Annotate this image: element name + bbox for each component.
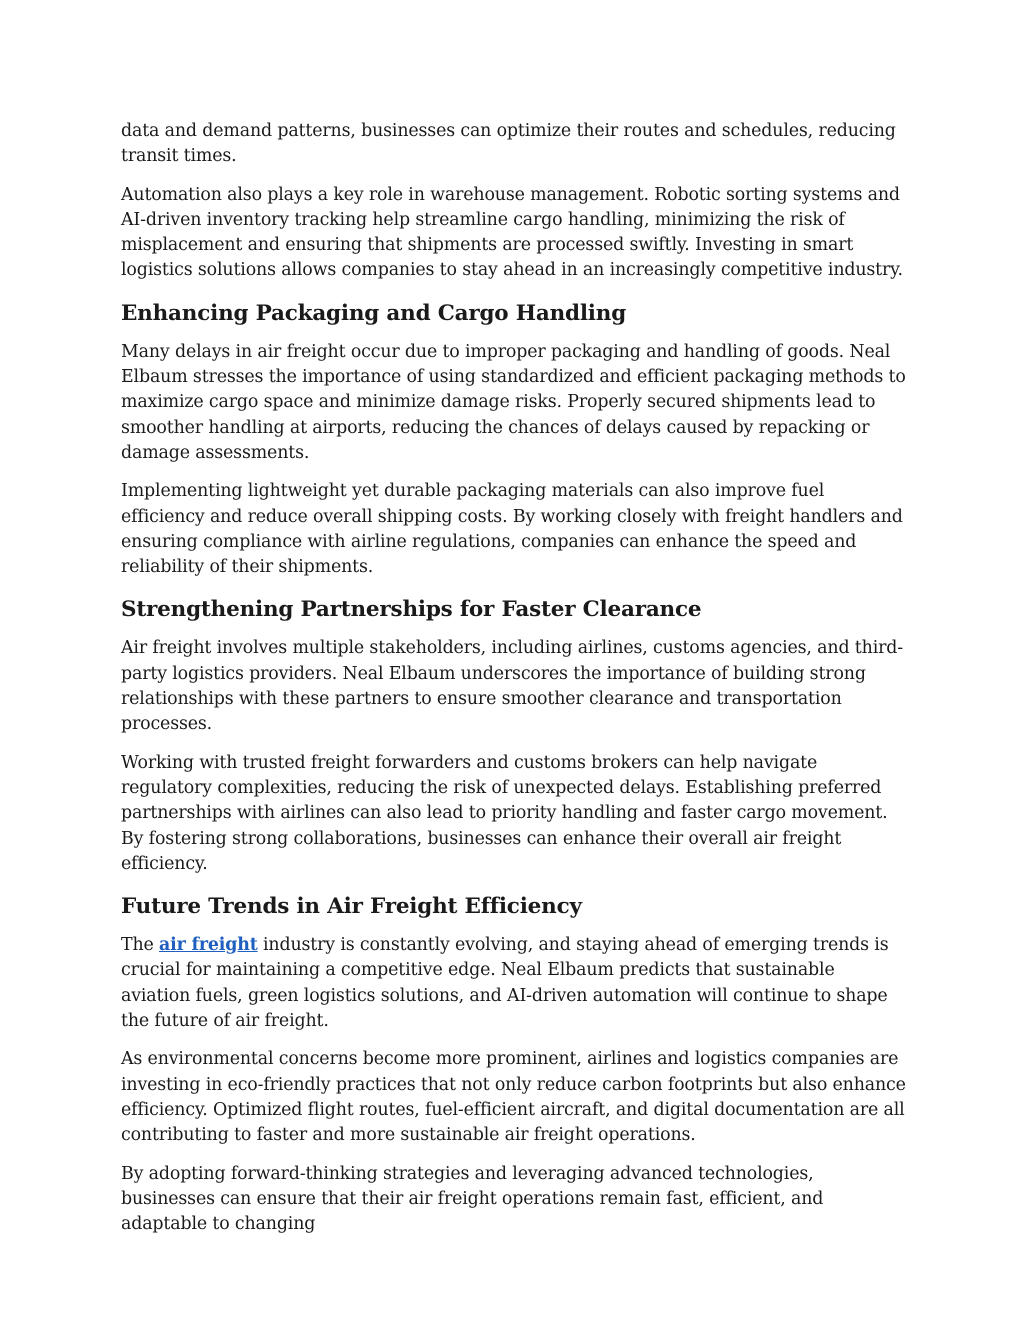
heading-partnerships: Strengthening Partnerships for Faster Clearance <box>121 597 702 623</box>
paragraph-intro-continued: data and demand patterns, businesses can optimize their routes and schedules, reducing transit times. <box>121 121 896 167</box>
paragraph-packaging-2: Implementing lightweight yet durable packaging materials can also improve fuel efficiency and reduce overall shipping costs. By working closely with freight handlers and ensuring compliance with airline regulations, companies can enhance the speed and reliability of their shipments. <box>121 481 903 578</box>
heading-trends: Future Trends in Air Freight Efficiency <box>121 894 582 920</box>
paragraph-trends-1 <box>121 933 907 1034</box>
paragraph-trends-2: As environmental concerns become more prominent, airlines and logistics companies are investing in eco-friendly practices that not only reduce carbon footprints but also enhance efficiency. Optimized flight routes, fuel-efficient aircraft, and digital documentation are all contributing to faster and more sustainable air freight operations. <box>121 1049 906 1146</box>
document-page <box>121 119 907 1250</box>
paragraph-partnerships-1: Air freight involves multiple stakeholders, including airlines, customs agencies, and third-party logistics providers. Neal Elbaum underscores the importance of building strong relationships with these partners to ensure smoother clearance and transportation processes. <box>121 638 903 735</box>
heading-packaging: Enhancing Packaging and Cargo Handling <box>121 300 627 326</box>
paragraph-closing: By adopting forward-thinking strategies and leveraging advanced technologies, businesses can ensure that their air freight operations remain fast, efficient, and adaptable to changing <box>121 1163 824 1235</box>
trends-text-post: industry is constantly evolving, and staying ahead of emerging trends is crucial for maintaining a competitive edge. Neal Elbaum predicts that sustainable aviation fuels, green logistics solutions, and AI-driven automation will continue to shape the future of air freight. <box>121 935 889 1032</box>
paragraph-packaging-1: Many delays in air freight occur due to improper packaging and handling of goods. Neal Elbaum stresses the importance of using standardized and efficient packaging methods to maximize cargo space and minimize damage risks. Properly secured shipments lead to smoother handling at airports, reducing the chances of delays caused by repacking or damage assessments. <box>121 341 906 463</box>
air-freight-link[interactable]: air freight <box>159 935 258 956</box>
paragraph-partnerships-2: Working with trusted freight forwarders and customs brokers can help navigate regulatory complexities, reducing the risk of unexpected delays. Establishing preferred partnerships with airlines can also lead to priority handling and faster cargo movement. By fostering strong collaborations, businesses can enhance their overall air freight efficiency. <box>121 752 888 874</box>
trends-text-pre: The <box>121 935 160 956</box>
paragraph-automation: Automation also plays a key role in warehouse management. Robotic sorting systems and AI-driven inventory tracking help streamline cargo handling, minimizing the risk of misplacement and ensuring that shipments are processed swiftly. Investing in smart logistics solutions allows companies to stay ahead in an increasingly competitive industry. <box>121 184 903 281</box>
